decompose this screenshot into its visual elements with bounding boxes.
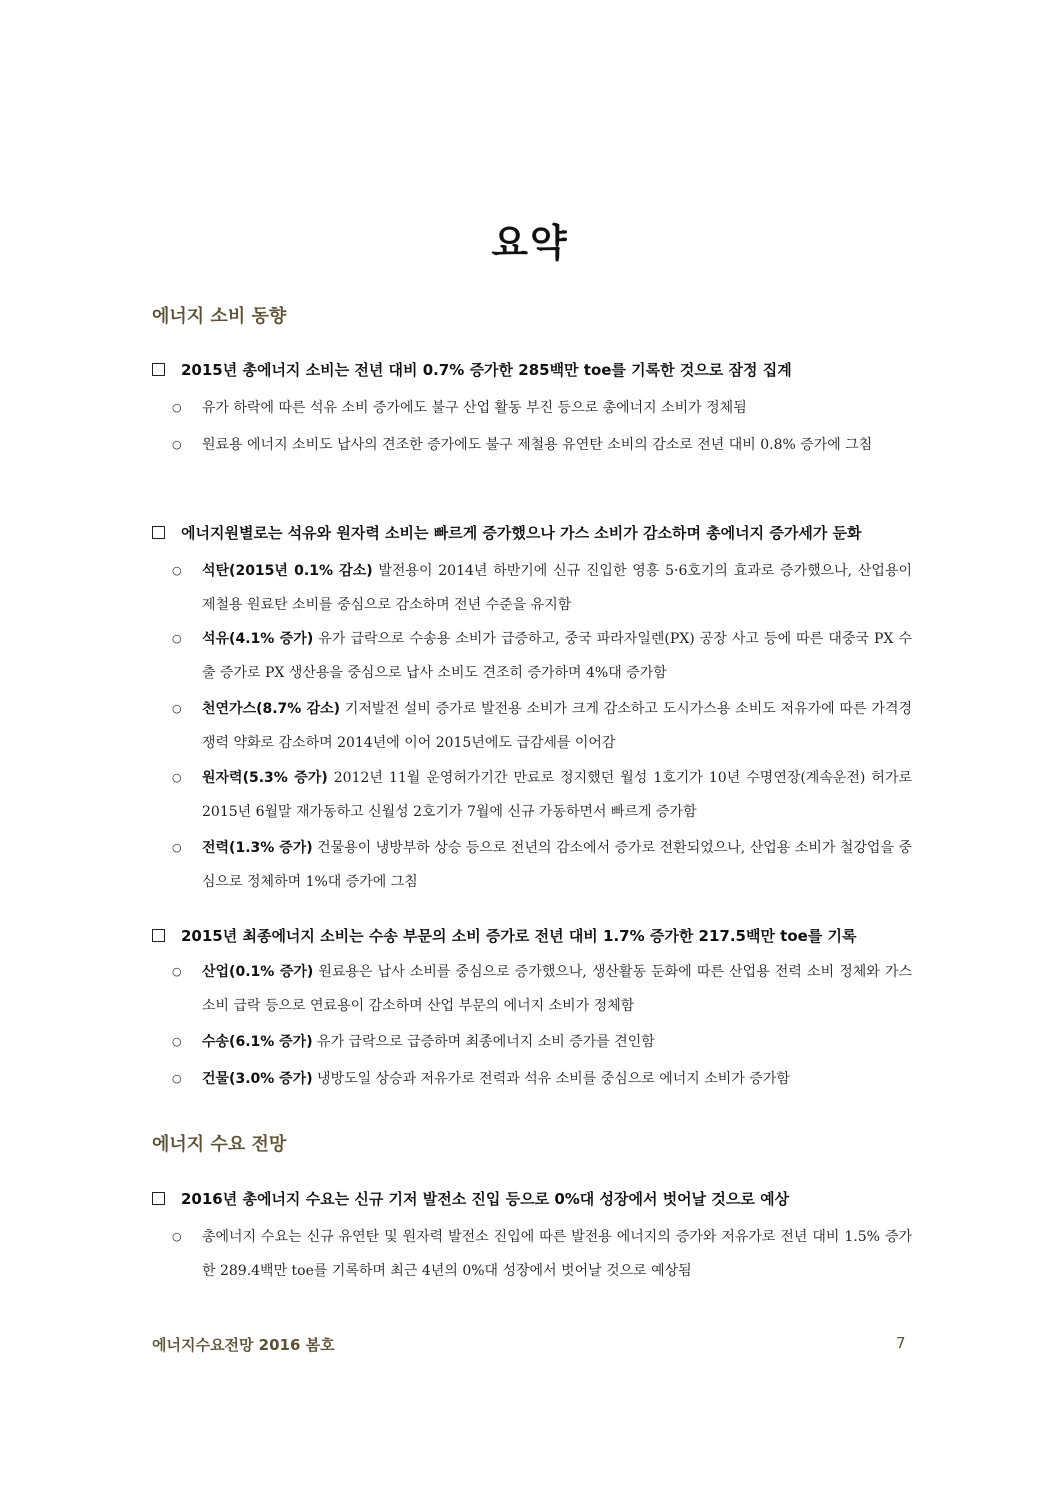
checkbox-square-icon: [152, 929, 165, 942]
page-number: 7: [896, 1334, 906, 1352]
detail-item: [172, 622, 912, 690]
detail-lead: 석탄(2015년 0.1% 감소): [202, 563, 373, 579]
summary-point: [152, 359, 922, 380]
detail-text: 유가 급락으로 급증하며 최종에너지 소비 증가를 견인함: [312, 1034, 655, 1050]
detail-text: 기저발전 설비 증가로 발전용 소비가 크게 감소하고 도시가스용 소비도 저유가에 따른 가격경쟁력 약화로 감소하며 2014년에 이어 2015년에도 급감세를 이어감: [202, 701, 912, 751]
circle-bullet-icon: ○: [172, 1072, 182, 1085]
summary-point-text: 2016년 총에너지 수요는 신규 기저 발전소 진입 등으로 0%대 성장에서 벗어날 것으로 예상: [181, 1190, 790, 1208]
detail-item: [172, 692, 912, 760]
detail-text: 발전용이 2014년 하반기에 신규 진입한 영흥 5·6호기의 효과로 증가했으나, 산업용이 제철용 원료탄 소비를 중심으로 감소하며 전년 수준을 유지함: [202, 563, 912, 613]
summary-point-text: 2015년 총에너지 소비는 전년 대비 0.7% 증가한 285백만 toe를 기록한 것으로 잠정 집계: [181, 361, 792, 379]
summary-point-text: 2015년 최종에너지 소비는 수송 부문의 소비 증가로 전년 대비 1.7% 증가한 217.5백만 toe를 기록: [181, 927, 857, 945]
detail-lead: 전력(1.3% 증가): [202, 840, 313, 856]
detail-item: [172, 955, 912, 1023]
detail-text: 냉방도일 상승과 저유가로 전력과 석유 소비를 중심으로 에너지 소비가 증가함: [312, 1071, 790, 1087]
summary-point: [152, 925, 922, 946]
circle-bullet-icon: ○: [172, 702, 182, 715]
detail-item: [172, 554, 912, 622]
detail-lead: 건물(3.0% 증가): [202, 1071, 313, 1087]
circle-bullet-icon: ○: [172, 841, 182, 854]
footer-publication: 에너지수요전망 2016 봄호: [152, 1336, 335, 1354]
detail-text: 건물용이 냉방부하 상승 등으로 전년의 감소에서 증가로 전환되었으나, 산업용 소비가 철강업을 중심으로 정체하며 1%대 증가에 그침: [202, 840, 912, 890]
summary-point: [152, 1188, 922, 1209]
detail-lead: 원자력(5.3% 증가): [202, 770, 328, 786]
circle-bullet-icon: ○: [172, 632, 182, 645]
detail-item: [172, 761, 912, 829]
detail-text: 유가 하락에 따른 석유 소비 증가에도 불구 산업 활동 부진 등으로 총에너지 소비가 정체됨: [202, 400, 747, 416]
detail-item: [172, 391, 912, 425]
circle-bullet-icon: ○: [172, 965, 182, 978]
detail-text: 유가 급락으로 수송용 소비가 급증하고, 중국 파라자일렌(PX) 공장 사고 등에 따른 대중국 PX 수출 증가로 PX 생산용을 중심으로 납사 소비도 견조히 증가하며 4%대 증가함: [202, 631, 912, 681]
checkbox-square-icon: [152, 363, 165, 376]
section-heading: 에너지 수요 전망: [152, 1134, 287, 1155]
section-heading: 에너지 소비 동향: [152, 306, 287, 327]
detail-item: [172, 1025, 912, 1059]
circle-bullet-icon: ○: [172, 1035, 182, 1048]
circle-bullet-icon: ○: [172, 438, 182, 451]
checkbox-square-icon: [152, 1192, 165, 1205]
summary-point-text: 에너지원별로는 석유와 원자력 소비는 빠르게 증가했으나 가스 소비가 감소하며 총에너지 증가세가 둔화: [181, 524, 862, 542]
detail-lead: 수송(6.1% 증가): [202, 1034, 313, 1050]
detail-text: 2012년 11월 운영허가기간 만료로 정지했던 월성 1호기가 10년 수명연장(계속운전) 허가로 2015년 6월말 재가동하고 신월성 2호기가 7월에 신규 가동하면서 빠르게 증가함: [202, 770, 912, 820]
circle-bullet-icon: ○: [172, 401, 182, 414]
detail-lead: 석유(4.1% 증가): [202, 631, 314, 647]
detail-text: 원료용 에너지 소비도 납사의 견조한 증가에도 불구 제철용 유연탄 소비의 감소로 전년 대비 0.8% 증가에 그침: [202, 437, 873, 453]
detail-lead: 산업(0.1% 증가): [202, 964, 314, 980]
detail-text: 총에너지 수요는 신규 유연탄 및 원자력 발전소 진입에 따른 발전용 에너지의 증가와 저유가로 전년 대비 1.5% 증가한 289.4백만 toe를 기록하며 최근 4년의 0%대 성장에서 벗어날 것으로 예상됨: [202, 1229, 912, 1279]
page-title: 요약: [491, 221, 569, 265]
detail-item: [172, 1220, 912, 1288]
circle-bullet-icon: ○: [172, 771, 182, 784]
detail-item: [172, 428, 912, 462]
detail-lead: 천연가스(8.7% 감소): [202, 701, 341, 717]
detail-item: [172, 1062, 912, 1096]
summary-point: [152, 522, 922, 543]
detail-item: [172, 831, 912, 899]
circle-bullet-icon: ○: [172, 564, 182, 577]
detail-text: 원료용은 납사 소비를 중심으로 증가했으나, 생산활동 둔화에 따른 산업용 전력 소비 정체와 가스 소비 급락 등으로 연료용이 감소하며 산업 부문의 에너지 소비가 정체함: [202, 964, 912, 1014]
circle-bullet-icon: ○: [172, 1230, 182, 1243]
checkbox-square-icon: [152, 526, 165, 539]
